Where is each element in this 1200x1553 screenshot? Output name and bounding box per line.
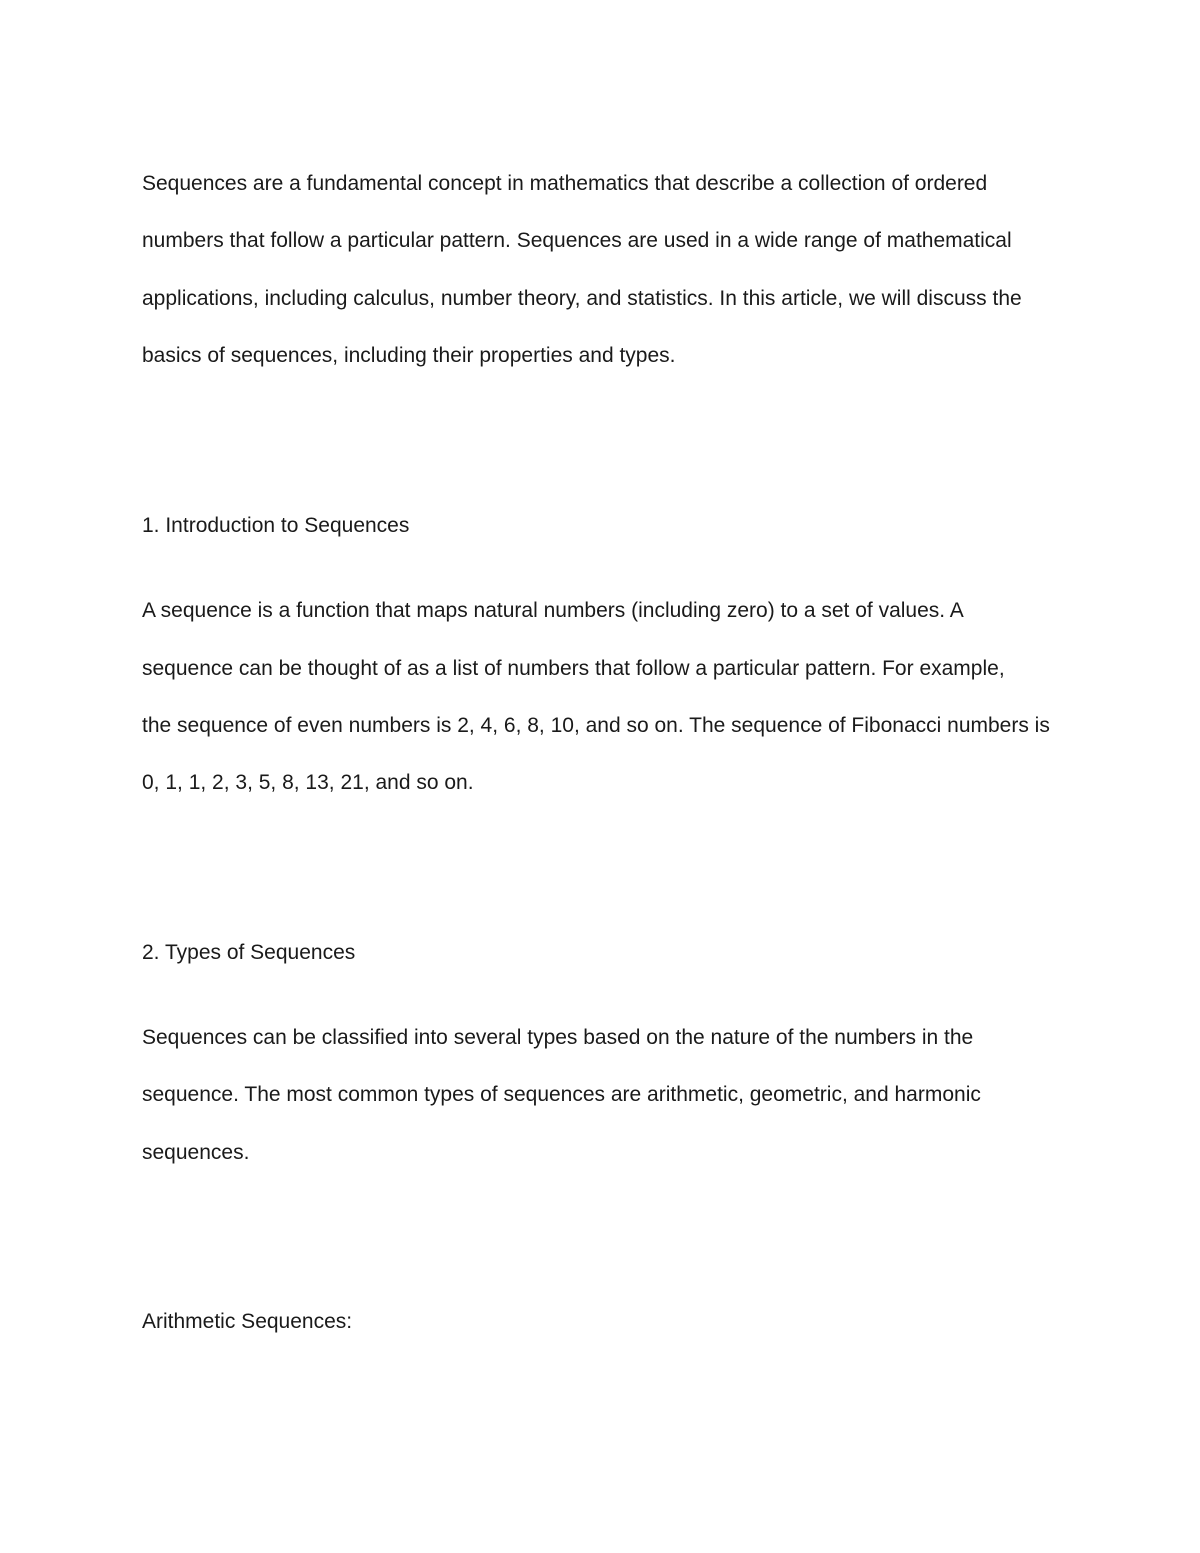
paragraph-line: the sequence of even numbers is 2, 4, 6, 8, 10, and so on. The sequence of Fibonacci numbers is (142, 714, 1050, 737)
paragraph-line: applications, including calculus, number theory, and statistics. In this article, we will discuss the (142, 287, 1022, 310)
paragraph-line: numbers that follow a particular pattern. Sequences are used in a wide range of mathematical (142, 229, 1012, 252)
paragraph-line: 0, 1, 1, 2, 3, 5, 8, 13, 21, and so on. (142, 771, 474, 794)
paragraph-line: sequence can be thought of as a list of numbers that follow a particular pattern. For example, (142, 657, 1005, 680)
paragraph-line: Sequences are a fundamental concept in mathematics that describe a collection of ordered (142, 172, 988, 195)
paragraph-line: sequences. (142, 1141, 250, 1164)
section-heading-arithmetic: Arithmetic Sequences: (142, 1310, 353, 1333)
paragraph-line: sequence. The most common types of sequences are arithmetic, geometric, and harmonic (142, 1083, 981, 1106)
paragraph-line: Sequences can be classified into several types based on the nature of the numbers in the (142, 1026, 974, 1049)
section-heading-types: 2. Types of Sequences (142, 941, 356, 964)
paragraph-line: basics of sequences, including their properties and types. (142, 344, 676, 367)
paragraph-line: A sequence is a function that maps natural numbers (including zero) to a set of values. A (142, 599, 964, 622)
section-heading-introduction: 1. Introduction to Sequences (142, 514, 410, 537)
